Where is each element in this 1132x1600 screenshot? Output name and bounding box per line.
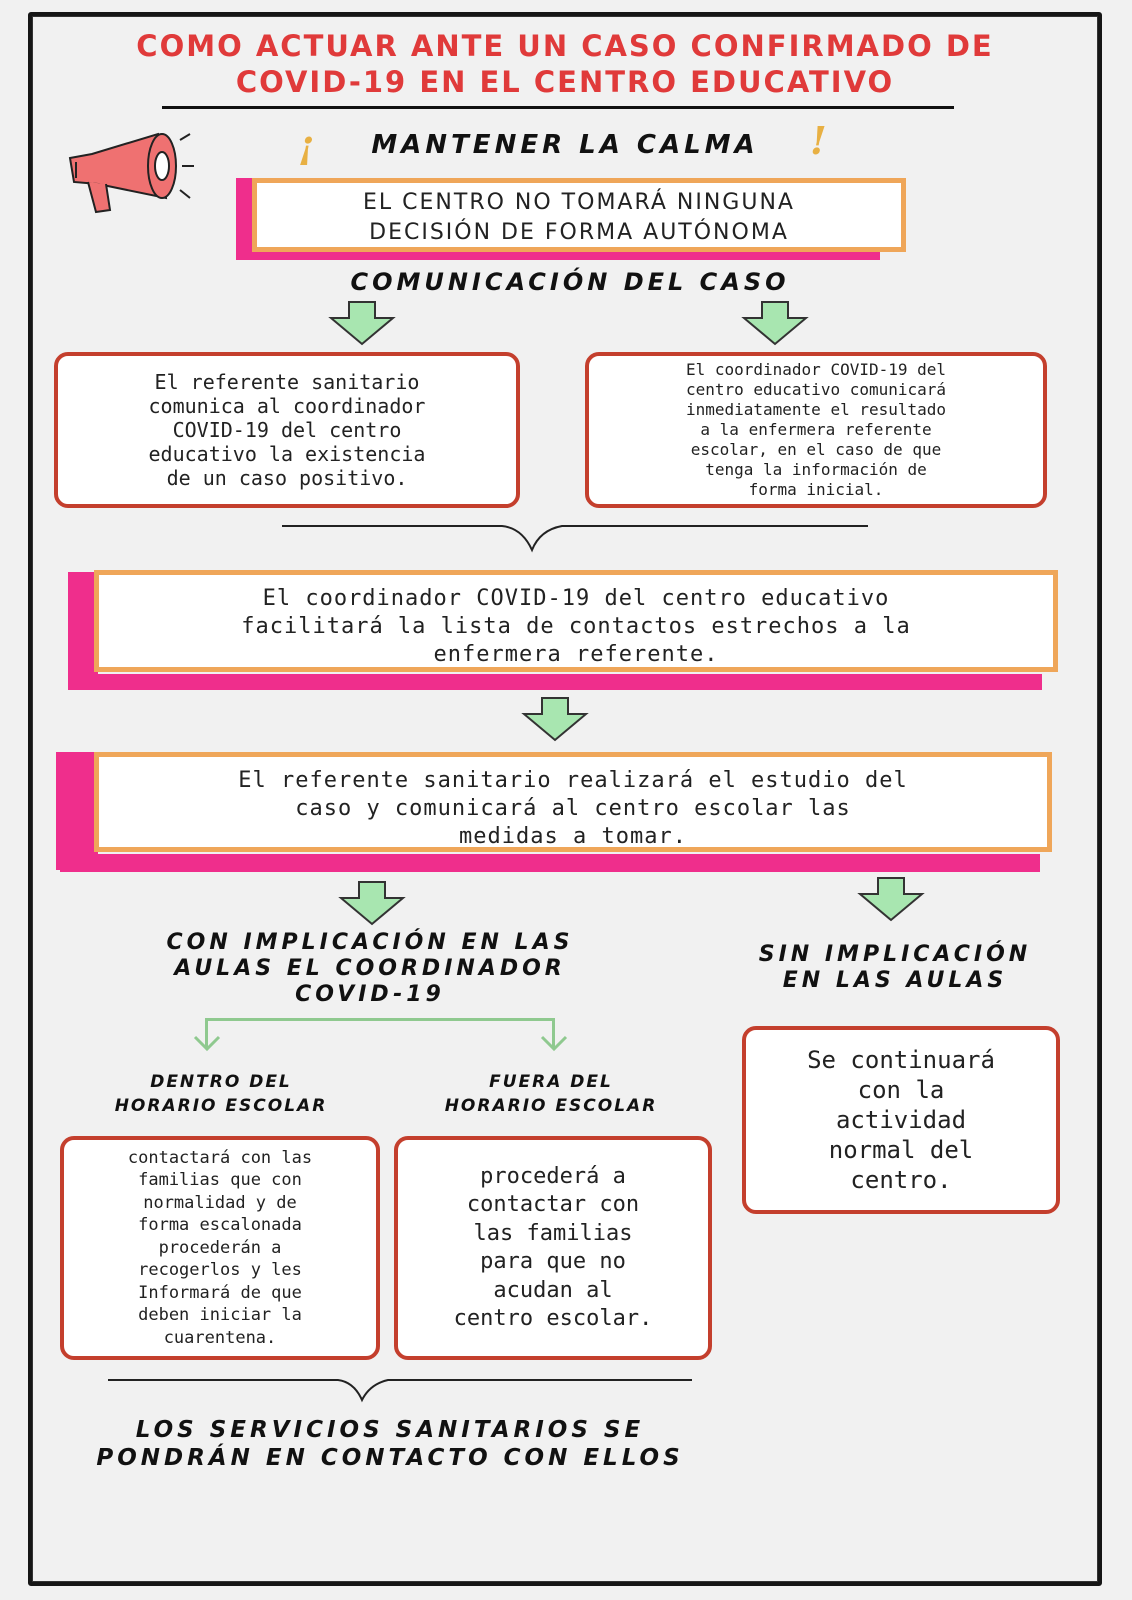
study-line: medidas a tomar. [459, 824, 687, 849]
contacts-line: facilitará la lista de contactos estrechos a la [241, 614, 911, 639]
communication-heading: COMUNICACIÓN DEL CASO [350, 268, 790, 296]
inside-hours-heading [86, 1070, 356, 1118]
decision-box [252, 178, 906, 252]
inside-hours-line: HORARIO ESCOLAR [114, 1096, 328, 1116]
outside-hours-heading [416, 1070, 686, 1118]
inside-box-line: forma escalonada [138, 1215, 302, 1236]
down-arrow-icon [856, 876, 926, 922]
normal-box-line: centro. [850, 1166, 952, 1194]
box-right-line: inmediatamente el resultado [685, 400, 947, 419]
study-line: caso y comunicará al centro escolar las [295, 796, 851, 821]
contacts-box [94, 570, 1058, 672]
branch-line [205, 1018, 555, 1021]
down-arrow-icon [740, 300, 810, 346]
without-implication-heading [730, 942, 1060, 994]
with-implication-line: COVID-19 [295, 982, 445, 1007]
box-right-line: El coordinador COVID-19 del [685, 360, 947, 379]
inside-box-line: normalidad y de [143, 1192, 297, 1213]
box-left-line: COVID-19 del centro [172, 418, 402, 442]
outside-box-line: para que no [480, 1249, 626, 1274]
inside-hours-line: DENTRO DEL [150, 1072, 292, 1092]
final-line: PONDRÁN EN CONTACTO CON ELLOS [96, 1445, 684, 1471]
inside-hours-box [60, 1136, 380, 1360]
normal-box-line: con la [857, 1076, 945, 1104]
inside-box-line: cuarentena. [163, 1327, 277, 1348]
down-arrow-icon [337, 880, 407, 926]
down-arrow-icon [327, 300, 397, 346]
outside-box-line: procederá a [480, 1163, 626, 1189]
box-right-line: centro educativo comunicará [685, 380, 947, 399]
contacts-line: El coordinador COVID-19 del centro educativo [262, 586, 890, 611]
study-pink-bottom [60, 854, 1040, 872]
box-left-line: El referente sanitario [154, 370, 420, 394]
normal-activity-box [742, 1026, 1060, 1214]
normal-box-line: actividad [835, 1106, 967, 1134]
page-title [60, 28, 1070, 100]
chevron-down-icon [539, 1034, 569, 1052]
with-implication-line: CON IMPLICACIÓN EN LAS [166, 930, 574, 955]
calm-heading: MANTENER LA CALMA [371, 130, 759, 160]
inside-box-line: familias que con [138, 1170, 302, 1191]
box-left-line: comunica al coordinador [148, 394, 426, 418]
outside-hours-line: FUERA DEL [489, 1072, 613, 1092]
megaphone-icon [62, 128, 197, 218]
final-line: LOS SERVICIOS SANITARIOS SE [135, 1417, 645, 1443]
box-right-line: a la enfermera referente [700, 420, 932, 439]
outside-box-line: las familias [473, 1220, 633, 1246]
box-right-line: forma inicial. [748, 480, 884, 499]
normal-box-line: normal del [828, 1136, 974, 1164]
box-right-line: escolar, en el caso de que [690, 440, 942, 459]
exclamation-open: ¡ [298, 122, 315, 167]
final-heading [70, 1416, 710, 1472]
curly-brace-icon [282, 518, 868, 558]
contacts-line: enfermera referente. [433, 642, 719, 667]
curly-brace-icon [108, 1372, 692, 1406]
outside-box-line: contactar con [466, 1192, 640, 1217]
decision-line-2: DECISIÓN DE FORMA AUTÓNOMA [369, 220, 789, 245]
normal-box-line: Se continuará [807, 1046, 995, 1074]
chevron-down-icon [192, 1034, 222, 1052]
coordinador-comunica-box [585, 352, 1047, 508]
exclamation-close: ! [810, 118, 827, 163]
title-line-1: COMO ACTUAR ANTE UN CASO CONFIRMADO DE [136, 29, 994, 63]
decision-line-1: EL CENTRO NO TOMARÁ NINGUNA [363, 190, 795, 215]
without-implication-line: SIN IMPLICACIÓN [758, 942, 1032, 967]
outside-hours-box [394, 1136, 712, 1360]
study-line: El referente sanitario realizará el estudio del [238, 768, 908, 793]
inside-box-line: contactará con las [127, 1147, 313, 1168]
inside-box-line: Informará de que [138, 1282, 302, 1303]
without-implication-line: EN LAS AULAS [782, 968, 1008, 993]
study-pink-edge [56, 752, 98, 870]
inside-box-line: deben iniciar la [138, 1305, 302, 1326]
study-box [94, 752, 1052, 852]
title-line-2: COVID-19 EN EL CENTRO EDUCATIVO [235, 65, 895, 99]
box-left-line: de un caso positivo. [166, 466, 408, 490]
outside-box-line: acudan al [493, 1277, 613, 1303]
inside-box-line: procederán a [158, 1237, 282, 1258]
box-right-line: tenga la información de [705, 460, 927, 479]
outside-box-line: centro escolar. [453, 1306, 653, 1331]
box-left-line: educativo la existencia [148, 442, 426, 466]
with-implication-line: AULAS EL COORDINADOR [174, 956, 566, 981]
down-arrow-icon [520, 696, 590, 742]
title-underline [162, 106, 954, 109]
referente-comunica-box [54, 352, 520, 508]
contacts-pink-bottom [72, 674, 1042, 690]
inside-box-line: recogerlos y les [138, 1260, 302, 1281]
outside-hours-line: HORARIO ESCOLAR [444, 1096, 658, 1116]
with-implication-heading [110, 930, 630, 1008]
